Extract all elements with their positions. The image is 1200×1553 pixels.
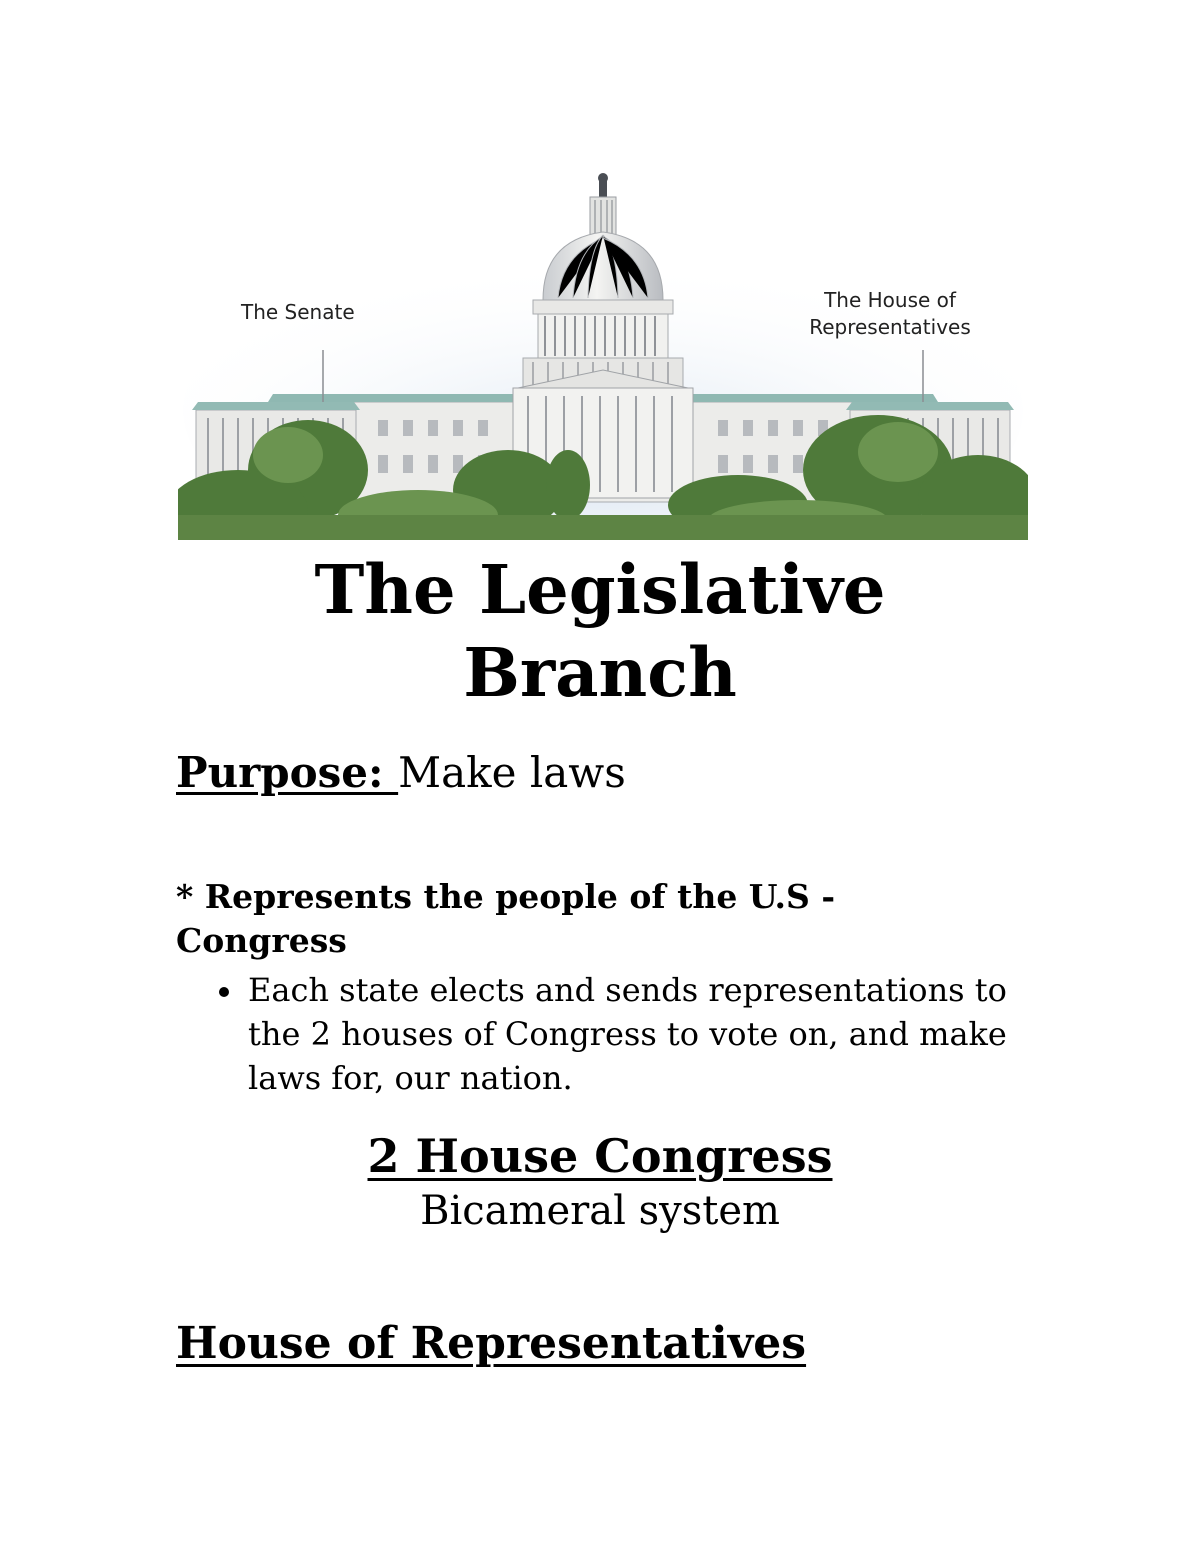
list-item bbox=[215, 968, 1045, 1100]
house-label-line2: Representatives bbox=[809, 315, 971, 339]
represents-heading: * Represents the people of the U.S - Congress bbox=[176, 877, 836, 960]
house-label bbox=[795, 287, 985, 341]
purpose-line bbox=[176, 747, 626, 799]
purpose-text: Make laws bbox=[398, 748, 626, 797]
house-heading: House of Representatives bbox=[176, 1318, 807, 1369]
congress-heading: 2 House Congress bbox=[367, 1129, 833, 1183]
bullet-icon bbox=[219, 987, 229, 997]
bullet-list bbox=[215, 968, 1045, 1100]
house-label-line1: The House of bbox=[824, 288, 956, 312]
congress-subheading: Bicameral system bbox=[420, 1188, 780, 1234]
page-title bbox=[0, 548, 1200, 714]
senate-label: The Senate bbox=[241, 300, 355, 324]
title-line2: Branch bbox=[463, 633, 737, 712]
title-line1: The Legislative bbox=[314, 550, 886, 629]
purpose-label: Purpose: bbox=[176, 748, 399, 797]
capitol-building-image bbox=[178, 170, 1028, 540]
list-item-text: Each state elects and sends representations to the 2 houses of Congress to vote on, and make laws for, our nation. bbox=[248, 971, 1007, 1097]
